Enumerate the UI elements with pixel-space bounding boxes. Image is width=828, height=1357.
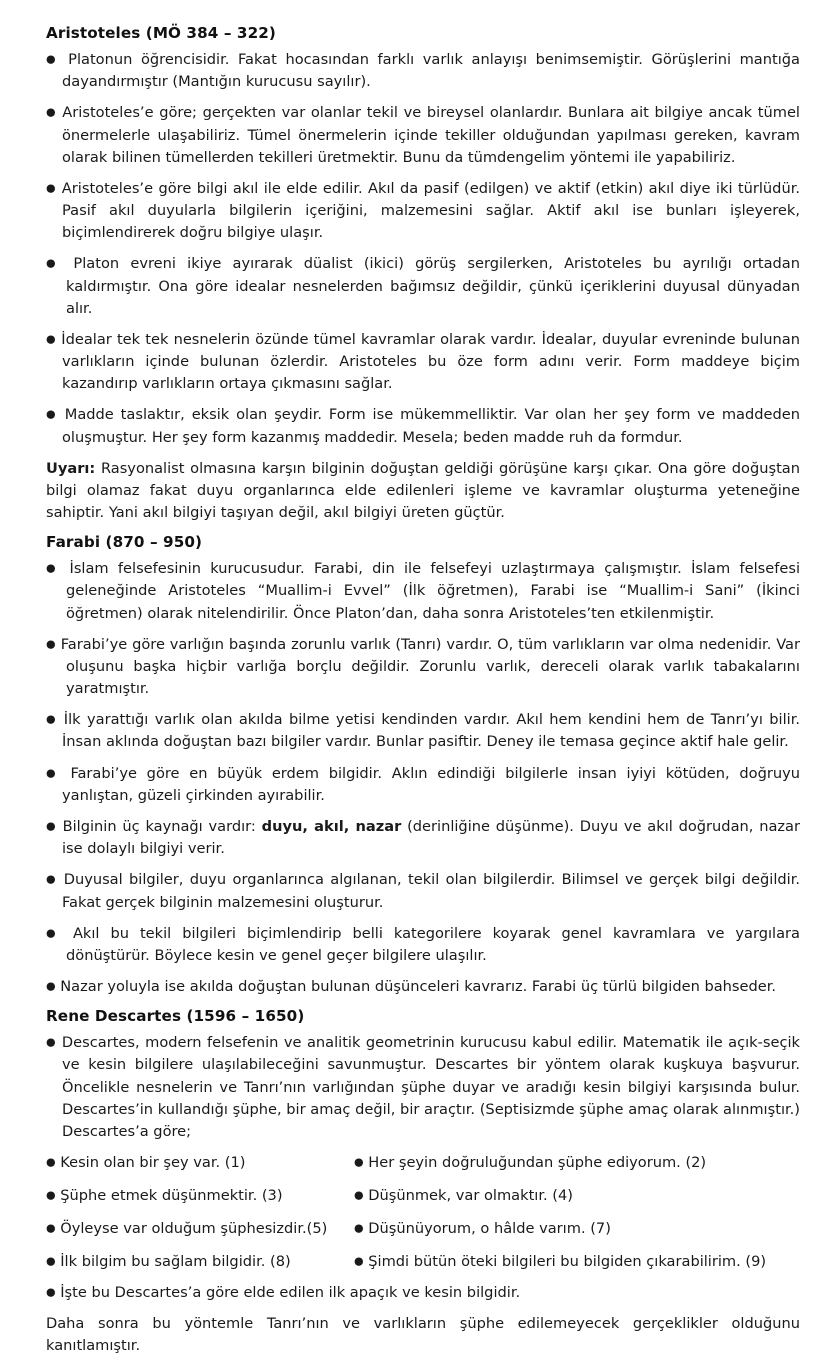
bullet-icon: ●: [46, 766, 61, 780]
list-item: [46, 1251, 800, 1273]
paragraph-text-after: (derinliğine düşünme). Duyu ve akıl doğrudan, nazar ise dolaylı bilgiyi verir.: [62, 817, 800, 858]
paragraph-text: Madde taslaktır, eksik olan şeydir. Form ise mükemmelliktir. Var olan her şey form ve maddeden oluşmuştur. Her şey form kazanmış maddedir. Mesela; beden madde ruh da formdur.: [62, 406, 800, 446]
proposition-left: [46, 1152, 354, 1174]
note-text: Rasyonalist olmasına karşın bilginin doğuştan geldiği görüşüne karşı çıkar. Ona göre doğuştan bilgi olamaz fakat duyu organlarınca elde edilenleri işleme ve kavramlar oluşturma yeteneğine sahiptir. Yani akıl bilgiyi taşıyan değil, akıl bilgiyi üreten güçtür.: [46, 459, 801, 522]
paragraph-bullet: [46, 253, 800, 320]
proposition-text: Düşünmek, var olmaktır. (4): [368, 1186, 573, 1204]
proposition-left: [46, 1185, 354, 1207]
section-heading-farabi: Farabi (870 – 950): [46, 533, 203, 552]
proposition-text: Öyleyse var olduğum şüphesizdir.(5): [60, 1219, 328, 1237]
bullet-icon: ●: [46, 561, 61, 575]
paragraph-note: [46, 458, 800, 525]
bullet-icon: ●: [46, 1254, 56, 1268]
paragraph-bullet: [46, 49, 800, 93]
proposition-left: [46, 1218, 354, 1240]
bullet-icon: ●: [46, 256, 63, 270]
proposition-text: Şüphe etmek düşünmektir. (3): [60, 1186, 283, 1204]
proposition-left: [46, 1251, 354, 1273]
bullet-icon: ●: [46, 637, 56, 651]
bullet-icon: ●: [46, 979, 56, 993]
bullet-icon: ●: [46, 872, 58, 886]
bullet-icon: ●: [354, 1155, 364, 1169]
paragraph-bullet: [46, 634, 800, 701]
paragraph-text: İdealar tek tek nesnelerin özünde tümel kavramlar olarak vardır. İdealar, duyular evreninde bulunan varlıkların içinde bulunan özlerdir. Aristoteles bu öze form adını verir. Form maddeye biçim kazandırıp varlıkların ortaya çıkmasını sağlar.: [61, 330, 800, 393]
proposition-text: Her şeyin doğruluğundan şüphe ediyorum. (2): [368, 1154, 707, 1172]
paragraph-text-before: Bilginin üç kaynağı vardır:: [62, 817, 262, 835]
bullet-icon: ●: [46, 407, 58, 421]
proposition-right: [354, 1152, 800, 1174]
paragraph-text: İslam felsefesinin kurucusudur. Farabi, din ile felsefeyi uzlaştırmaya çalışmıştır. İslam felsefesi geleneğinde Aristoteles “Muallim-i Evvel” (İlk öğretmen), Farabi ise “Muallim-i Sani” (İkinci öğretmen) olarak nitelendirilir. Önce Platon’dan, daha sonra Aristoteles’ten etkilenmiştir.: [66, 560, 801, 622]
paragraph-text: Farabi’ye göre varlığın başında zorunlu varlık (Tanrı) vardır. O, tüm varlıkların var olma nedenidir. Var oluşunu başka hiçbir varlığa borçlu değildir. Zorunlu varlık, dereceli olarak varlık tabakalarını yaratmıştır.: [60, 635, 800, 698]
paragraph-text: İlk yarattığı varlık olan akılda bilme yetisi kendinden vardır. Akıl hem kendini hem de Tanrı’yı bilir. İnsan aklında doğuştan bazı bilgiler vardır. Bunlar pasiftir. Deney ile temasa geçince aktif hale gelir.: [62, 711, 800, 751]
bullet-icon: ●: [46, 181, 57, 195]
paragraph-bullet: [46, 329, 800, 396]
proposition-text: İlk bilgim bu sağlam bilgidir. (8): [60, 1252, 291, 1270]
proposition-right: [354, 1251, 800, 1273]
document-content: [46, 24, 800, 1357]
bullet-icon: ●: [46, 1285, 56, 1299]
bullet-icon: ●: [354, 1221, 364, 1235]
bullet-icon: ●: [46, 105, 57, 119]
paragraph-text: Aristoteles’e göre bilgi akıl ile elde edilir. Akıl da pasif (edilgen) ve aktif (etkin) akıl diye iki türlüdür. Pasif akıl duyularla bilgilerin içeriğini, malzemesini sağlar. Aktif akıl ise bunları işleyerek, biçimlendirerek doğru bilgiye ulaşır.: [61, 179, 800, 242]
bullet-icon: ●: [46, 712, 58, 726]
bullet-icon: ●: [354, 1254, 364, 1268]
propositions-two-column-list: [46, 1152, 800, 1273]
paragraph-bullet: [46, 869, 800, 913]
paragraph-text: Farabi’ye göre en büyük erdem bilgidir. Aklın edindiği bilgilerle insan iyiyi kötüden, doğruyu yanlıştan, güzeli çirkinden ayırabilir.: [62, 764, 800, 804]
paragraph-bullet: [46, 404, 800, 448]
paragraph-bullet: [46, 709, 800, 753]
paragraph-text: Descartes, modern felsefenin ve analitik geometrinin kurucusu kabul edilir. Matematik ile açık-seçik ve kesin bilgilere ulaşılabileceğini savunmuştur. Descartes bir yöntem olarak kuşkuya başvurur. Öncelikle nesnelerin ve Tanrı’nın varlığından şüphe duyar ve aradığı kesin bilgiyi karşısında bulur. Descartes’in kullandığı şüphe, bir amaç değil, bir araçtır. (Septisizmde şüphe amaç olarak alınmıştır.) Descartes’a göre;: [61, 1034, 800, 1140]
paragraph-bullet: [46, 976, 800, 998]
paragraph-bullet: [46, 923, 800, 967]
bullet-icon: ●: [46, 1035, 57, 1049]
bullet-icon: ●: [46, 52, 60, 66]
paragraph-text: Duyusal bilgiler, duyu organlarınca algılanan, tekil olan bilgilerdir. Bilimsel ve gerçek bilgi değildir. Fakat gerçek bilginin malzemesini oluşturur.: [62, 871, 801, 911]
bullet-icon: ●: [46, 332, 57, 346]
paragraph-text: İşte bu Descartes’a göre elde edilen ilk apaçık ve kesin bilgidir.: [60, 1283, 521, 1301]
paragraph-text: Akıl bu tekil bilgileri biçimlendirip belli kategorilere koyarak genel kavramlara ve yargılara dönüştürür. Böylece kesin ve genel geçer bilgilere ulaşılır.: [66, 924, 800, 964]
paragraph-bullet: [46, 178, 800, 245]
bullet-icon: ●: [354, 1188, 364, 1202]
paragraph-bullet: [46, 558, 800, 625]
list-item: [46, 1152, 800, 1174]
section-heading-aristoteles: Aristoteles (MÖ 384 – 322): [46, 24, 276, 42]
note-label: Uyarı:: [46, 459, 96, 477]
paragraph-emphasis: duyu, akıl, nazar: [261, 817, 402, 835]
paragraph-bullet: [46, 102, 800, 169]
paragraph-text: Platonun öğrencisidir. Fakat hocasından farklı varlık anlayışı benimsemiştir. Görüşlerini mantığa dayandırmıştır (Mantığın kurucusu sayılır).: [62, 51, 800, 91]
paragraph-text: Platon evreni ikiye ayırarak düalist (ikici) görüş sergilerken, Aristoteles bu ayrılığı ortadan kaldırmıştır. Ona göre idealar nesnelerden bağımsız değildir, çünkü içeriklerini duyusal dünyadan alır.: [66, 255, 800, 317]
paragraph-text: Nazar yoluyla ise akılda doğuştan bulunan düşünceleri kavrarız. Farabi üç türlü bilgiden bahseder.: [60, 978, 777, 996]
proposition-text: Düşünüyorum, o hâlde varım. (7): [368, 1219, 611, 1237]
proposition-right: [354, 1185, 800, 1207]
bullet-icon: ●: [46, 819, 57, 833]
list-item: [46, 1185, 800, 1207]
proposition-right: [354, 1218, 800, 1240]
paragraph-bullet: [46, 1282, 800, 1304]
paragraph-plain: Daha sonra bu yöntemle Tanrı’nın ve varlıkların şüphe edilemeyecek gerçeklikler olduğunu kanıtlamıştır.: [46, 1314, 800, 1354]
bullet-icon: ●: [46, 1155, 56, 1169]
bullet-icon: ●: [46, 1221, 56, 1235]
section-heading-descartes: Rene Descartes (1596 – 1650): [46, 1007, 305, 1026]
paragraph-bullet-mixed: [46, 816, 800, 860]
list-item: [46, 1218, 800, 1240]
paragraph-bullet: [46, 763, 800, 807]
paragraph-bullet: [46, 1032, 800, 1143]
bullet-icon: ●: [46, 926, 62, 940]
proposition-text: Kesin olan bir şey var. (1): [60, 1154, 246, 1172]
proposition-text: Şimdi bütün öteki bilgileri bu bilgiden çıkarabilirim. (9): [368, 1252, 767, 1270]
bullet-icon: ●: [46, 1188, 56, 1202]
paragraph-text: Aristoteles’e göre; gerçekten var olanlar tekil ve bireysel olanlardır. Bunlara ait bilgiye ancak tümel önermelerle ulaşabiliriz. Tümel önermelerin içinde tekiller olduğundan yapılması gereken, kavram olarak bilinen tümellerden tekilleri üretmektir. Bunu da tümdengelim yöntemi ile yapabiliriz.: [62, 104, 800, 166]
